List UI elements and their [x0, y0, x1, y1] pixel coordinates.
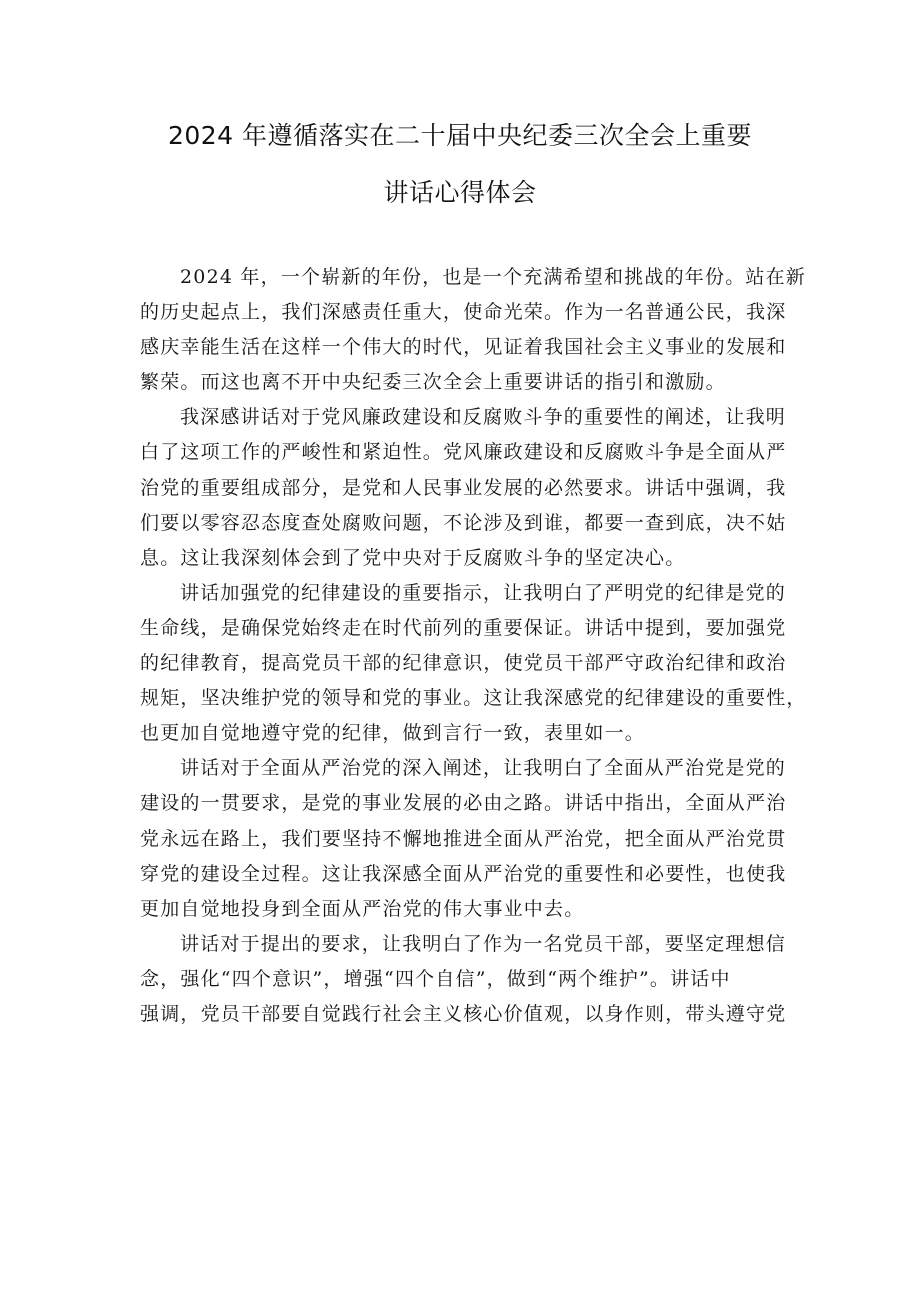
paragraph-3-line-3: 的纪律教育，提高党员干部的纪律意识，使党员干部严守政治纪律和政治: [140, 652, 787, 675]
paragraph-4-line-2: 建设的一贯要求，是党的事业发展的必由之路。讲话中指出，全面从严治: [140, 792, 787, 815]
paragraph-4-line-5: 更加自觉地投身到全面从严治党的伟大事业中去。: [140, 897, 585, 920]
paragraph-1-line-4: 繁荣。而这也离不开中央纪委三次全会上重要讲话的指引和激励。: [140, 371, 726, 394]
document-title-line-1: 2024 年遵循落实在二十届中央纪委三次全会上重要: [167, 121, 753, 150]
paragraph-5-line-2: 念，强化“四个意识”，增强“四个自信”，做到“两个维护”。讲话中: [140, 967, 731, 990]
paragraph-1-line-2: 的历史起点上，我们深感责任重大，使命光荣。作为一名普通公民，我深: [140, 301, 787, 324]
paragraph-4-line-1: 讲话对于全面从严治党的深入阐述，让我明白了全面从严治党是党的: [180, 757, 787, 780]
paragraph-3-line-5: 也更加自觉地遵守党的纪律，做到言行一致，表里如一。: [140, 722, 646, 745]
document-body: [140, 260, 807, 1032]
paragraph-2-line-3: 治党的重要组成部分，是党和人民事业发展的必然要求。讲话中强调，我: [140, 476, 787, 499]
paragraph-2-line-5: 息。这让我深刻体会到了党中央对于反腐败斗争的坚定决心。: [140, 546, 686, 569]
paragraph-3-line-1: 讲话加强党的纪律建设的重要指示，让我明白了严明党的纪律是党的: [180, 581, 787, 604]
paragraph-3-line-4: 规矩，坚决维护党的领导和党的事业。这让我深感党的纪律建设的重要性，: [140, 687, 807, 710]
paragraph-4: [140, 751, 800, 926]
document-title-line-2: 讲话心得体会: [383, 178, 537, 207]
paragraph-1-line-1: 2024 年，一个崭新的年份，也是一个充满希望和挑战的年份。站在新: [180, 266, 806, 288]
paragraph-3-line-2: 生命线，是确保党始终走在时代前列的重要保证。讲话中提到，要加强党: [140, 616, 787, 639]
paragraph-1: [140, 260, 806, 400]
paragraph-5: [140, 927, 800, 1032]
paragraph-3: [140, 576, 807, 751]
paragraph-2-line-2: 白了这项工作的严峻性和紧迫性。党风廉政建设和反腐败斗争是全面从严: [140, 441, 787, 464]
paragraph-2: [140, 400, 800, 575]
paragraph-2-line-1: 我深感讲话对于党风廉政建设和反腐败斗争的重要性的阐述，让我明: [180, 406, 787, 429]
paragraph-1-line-3: 感庆幸能生活在这样一个伟大的时代，见证着我国社会主义事业的发展和: [140, 336, 787, 359]
paragraph-5-line-1: 讲话对于提出的要求，让我明白了作为一名党员干部，要坚定理想信: [180, 932, 787, 955]
paragraph-4-line-4: 穿党的建设全过程。这让我深感全面从严治党的重要性和必要性，也使我: [140, 862, 787, 885]
paragraph-5-line-3: 强调，党员干部要自觉践行社会主义核心价值观，以身作则，带头遵守党: [140, 1002, 787, 1025]
paragraph-4-line-3: 党永远在路上，我们要坚持不懈地推进全面从严治党，把全面从严治党贯: [140, 827, 787, 850]
paragraph-2-line-4: 们要以零容忍态度查处腐败问题，不论涉及到谁，都要一查到底，决不姑: [140, 511, 787, 534]
